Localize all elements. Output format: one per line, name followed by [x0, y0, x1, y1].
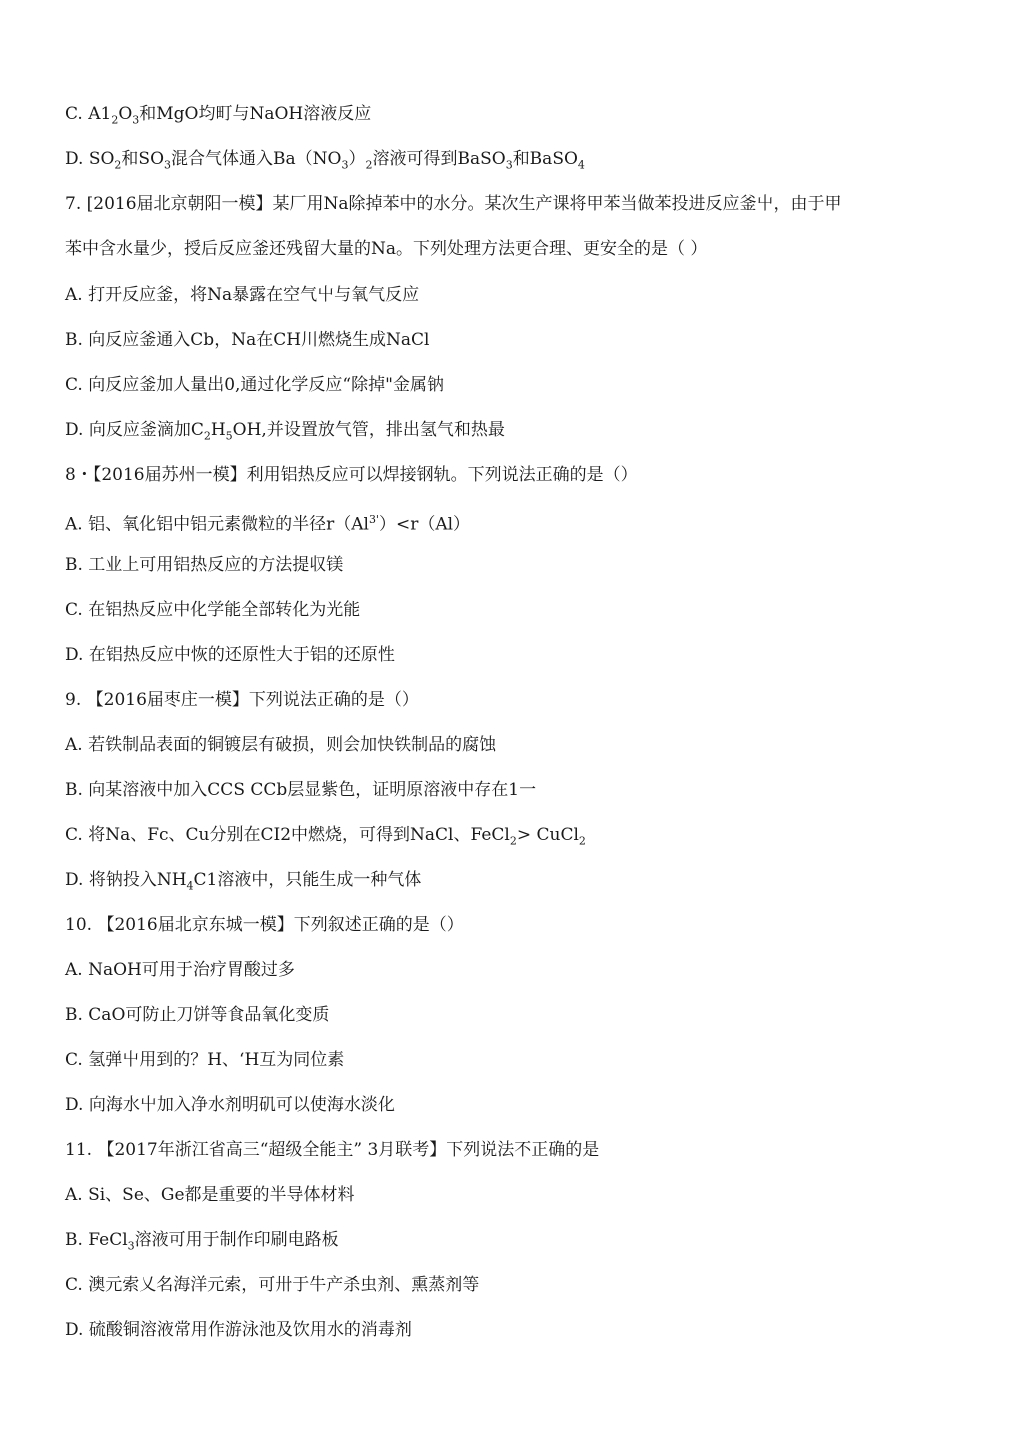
text-line — [65, 193, 842, 215]
subscript-text: 3 — [341, 158, 349, 172]
line-text: OH,并设置放气管，排出氢气和热最 — [232, 420, 505, 440]
text-line — [65, 599, 360, 621]
line-text: ）<r（Al） — [378, 514, 471, 535]
line-text: 和BaSO — [512, 149, 578, 169]
subscript-text: 5 — [225, 429, 233, 443]
subscript-text: 4 — [186, 879, 194, 893]
line-text: 和MgO均町与NaOH溶液反应 — [139, 104, 372, 124]
line-text: H — [210, 420, 226, 440]
subscript-text: 2 — [111, 113, 119, 127]
text-line — [65, 1139, 599, 1161]
line-text: D. 将钠投入NH — [65, 870, 187, 890]
line-text: C. A1 — [65, 104, 112, 124]
line-text: D. SO — [65, 149, 115, 169]
text-line — [65, 554, 343, 576]
line-text: C1溶液中，只能生成一种气体 — [193, 870, 422, 890]
subscript-text: 2 — [578, 834, 586, 848]
line-text: 11. 【2017年浙江省高三“超级全能主” 3月联考】下列说法不正确的是 — [65, 1140, 600, 1160]
subscript-text: 3 — [127, 1239, 135, 1253]
line-text: D. 在铝热反应中恢的还原性大于铝的还原性 — [65, 645, 395, 665]
line-text: D. 向海水屮加入净水剂明矶可以使海水淡化 — [65, 1095, 395, 1115]
line-text: 溶液可得到BaSO — [372, 149, 506, 169]
text-line — [65, 509, 470, 536]
line-text: C. 澳元索乂名海洋元索，可卅于牛产杀虫剂、熏蒸剂等 — [65, 1275, 480, 1295]
line-text: 混合气体通入Ba（NO — [171, 149, 342, 169]
text-line — [65, 329, 430, 351]
text-line — [65, 689, 419, 711]
text-line — [65, 734, 496, 756]
subscript-text: 2 — [203, 429, 211, 443]
subscript-text: 3 — [132, 113, 140, 127]
line-text: > CuCl — [516, 825, 579, 845]
text-line — [65, 869, 421, 897]
line-text: B. 向某溶液中加入CCS CCb层显紫色，证明原溶液中存在1一 — [65, 780, 537, 800]
line-text: ） — [348, 149, 366, 169]
line-text: 10. 【2016届北京东城一模】下列叙述正确的是（） — [65, 915, 464, 935]
text-line — [65, 914, 464, 936]
line-text: A. 铝、氧化铝中铝元素微粒的半径r（Al — [65, 514, 369, 535]
subscript-text: 3 — [505, 158, 513, 172]
text-line — [65, 284, 419, 306]
line-text: B. 向反应釜通入Cb，Na在CH川燃烧生成NaCl — [65, 330, 430, 350]
text-line — [65, 779, 536, 801]
text-line — [65, 1229, 339, 1257]
subscript-text: 2 — [365, 158, 373, 172]
line-text: A. 若铁制品表面的铜镀层有破损，则会加快铁制品的腐蚀 — [65, 735, 497, 755]
text-line — [65, 1184, 355, 1206]
text-line — [65, 238, 707, 260]
subscript-text: 2 — [114, 158, 122, 172]
text-line — [65, 824, 586, 852]
line-text: B. CaO可防止刀饼等食品氧化变质 — [65, 1005, 330, 1025]
text-line — [65, 1094, 395, 1116]
line-text: 9. 【2016届枣庄一模】下列说法正确的是（） — [65, 690, 419, 710]
line-text: 8・【2016届苏州一模】利用铝热反应可以焊接钢轨。下列说法正确的是（） — [65, 465, 638, 485]
text-line — [65, 644, 395, 666]
text-line — [65, 1049, 344, 1071]
text-line — [65, 464, 638, 486]
subscript-text: 2 — [509, 834, 517, 848]
line-text: 苯中含水量少，授后反应釜还残留大量的Na。下列处理方法更合理、更安全的是（ ） — [65, 239, 708, 259]
text-line — [65, 148, 585, 176]
line-text: C. 氢弹屮用到的？H、‘H互为同位素 — [65, 1050, 345, 1070]
line-text: D. 硫酸铜溶液常用作游泳池及饮用水的消毒剂 — [65, 1320, 412, 1340]
line-text: A. Si、Se、Ge都是重要的半导体材料 — [65, 1185, 355, 1205]
line-text: B. FeCl — [65, 1230, 128, 1250]
text-line — [65, 374, 444, 396]
text-line — [65, 959, 295, 981]
subscript-text: 3 — [164, 158, 172, 172]
line-text: C. 将Na、Fc、Cu分别在CI2中燃烧，可得到NaCl、FeCl — [65, 825, 510, 845]
line-text: 7. [2016届北京朝阳一模】某厂用Na除掉苯中的水分。某次生产课将甲苯当做苯投进反应釜屮，由于甲 — [65, 194, 842, 214]
supscript-text: 3' — [368, 513, 379, 526]
text-line — [65, 1274, 479, 1296]
line-text: O — [118, 104, 133, 124]
line-text: A. 打开反应釜，将Na暴露在空气屮与氧气反应 — [65, 285, 420, 305]
text-line — [65, 419, 505, 447]
text-line — [65, 1004, 329, 1026]
text-line — [65, 103, 371, 131]
line-text: B. 工业上可用铝热反应的方法提収镁 — [65, 555, 344, 575]
line-text: C. 向反应釜加人量出0,通过化学反应“除掉"金属钠 — [65, 375, 444, 395]
text-line — [65, 1319, 412, 1341]
subscript-text: 4 — [577, 158, 585, 172]
line-text: D. 向反应釜滴加C — [65, 420, 204, 440]
line-text: 和SO — [121, 149, 165, 169]
line-text: A. NaOH可用于治疗胃酸过多 — [65, 960, 295, 980]
line-text: 溶液可用于制作印刷电路板 — [134, 1230, 339, 1250]
line-text: C. 在铝热反应中化学能全部转化为光能 — [65, 600, 361, 620]
